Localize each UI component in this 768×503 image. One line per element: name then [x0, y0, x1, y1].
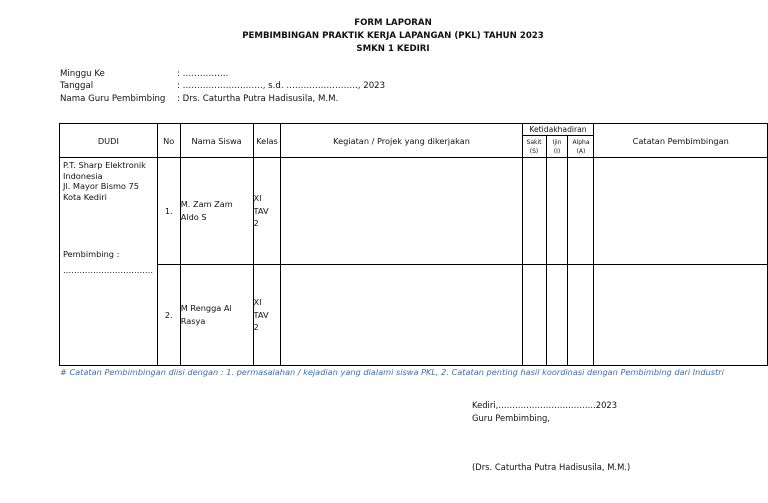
header-alpha-code: (A) — [576, 147, 586, 155]
form-subtitle: PEMBIMBINGAN PRAKTIK KERJA LAPANGAN (PKL) TAHUN 2023 — [242, 31, 544, 41]
header-catatan: Catatan Pembimbingan — [594, 124, 768, 158]
guru-pembimbing-label: Nama Guru Pembimbing — [60, 94, 166, 104]
row-catatan[interactable] — [594, 265, 768, 366]
pembimbing-label: Pembimbing : — [63, 249, 120, 259]
school-name: SMKN 1 KEDIRI — [356, 44, 430, 54]
row-nama-siswa: M Rengga Al Rasya — [180, 265, 253, 366]
header-ijin — [546, 136, 568, 158]
row-sakit[interactable] — [522, 265, 546, 366]
header-ijin-label: Ijin — [552, 138, 562, 146]
signature-place-date: Kediri,……………………………..2023 — [472, 400, 618, 410]
guru-pembimbing-value: : Drs. Caturtha Putra Hadisusila, M.M. — [177, 94, 339, 104]
row-alpha[interactable] — [568, 265, 594, 366]
header-sakit-label: Sakit — [526, 138, 542, 146]
row-kelas: XI TAV 2 — [253, 158, 281, 265]
catatan-note: # Catatan Pembimbingan diisi dengan : 1. permasalahan / kejadian yang dialami siswa PKL, 2. Catatan penting hasil koordinasi dengan Pembimbing dari Industri — [60, 367, 724, 377]
row-nama-siswa: M. Zam Zam Aldo S — [180, 158, 253, 265]
header-alpha-label: Alpha — [572, 138, 590, 146]
dudi-cell — [60, 158, 158, 366]
header-kelas: Kelas — [253, 124, 281, 158]
signature-name: (Drs. Caturtha Putra Hadisusila, M.M.) — [472, 462, 631, 472]
header-ketidakhadiran: Ketidakhadiran — [522, 124, 594, 136]
row-ijin[interactable] — [546, 265, 568, 366]
row-no: 1. — [157, 158, 180, 265]
row-no: 2. — [157, 265, 180, 366]
header-ijin-code: (I) — [553, 147, 561, 155]
minggu-ke-label: Minggu Ke — [60, 69, 105, 79]
header-sakit-code: (S) — [529, 147, 539, 155]
form-title: FORM LAPORAN — [354, 18, 432, 28]
row-ijin[interactable] — [546, 158, 568, 265]
row-kegiatan[interactable] — [281, 265, 522, 366]
header-kegiatan: Kegiatan / Projek yang dikerjakan — [281, 124, 522, 158]
table-row — [60, 158, 768, 265]
row-catatan[interactable] — [594, 158, 768, 265]
table-row — [60, 265, 768, 366]
minggu-ke-value: : ……………. — [177, 69, 229, 79]
row-kelas: XI TAV 2 — [253, 265, 281, 366]
header-alpha — [568, 136, 594, 158]
header-dudi: DUDI — [60, 124, 158, 158]
tanggal-label: Tanggal — [60, 81, 94, 91]
header-nama-siswa: Nama Siswa — [180, 124, 253, 158]
header-sakit — [522, 136, 546, 158]
header-no: No — [157, 124, 180, 158]
dudi-company: P.T. Sharp Elektronik Indonesia Jl. Mayor Bismo 75 Kota Kediri — [63, 160, 146, 202]
signature-role: Guru Pembimbing, — [472, 413, 551, 423]
row-kegiatan[interactable] — [281, 158, 522, 265]
row-sakit[interactable] — [522, 158, 546, 265]
report-table — [59, 123, 768, 366]
pembimbing-value: …………………………… — [63, 265, 154, 275]
row-alpha[interactable] — [568, 158, 594, 265]
tanggal-value: : ………………………., s.d. ……………………., 2023 — [177, 81, 386, 91]
